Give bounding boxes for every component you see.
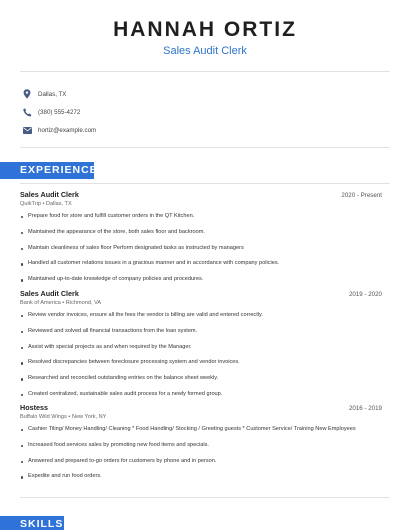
job-bullet: Assist with special projects as and when required by the Manager. <box>20 340 382 356</box>
job-bullet: Prepare food for store and fulfill customer orders in the QT Kitchen. <box>20 209 382 225</box>
job-bullet: Maintained the appearance of the store, both sales floor and backroom. <box>20 225 382 241</box>
job-bullet: Review vendor invoices, ensure all the fees the vendor is billing are valid and entered correctly. <box>20 308 382 324</box>
job-entry <box>20 190 382 288</box>
job-title: Sales Audit Clerk <box>20 190 79 199</box>
experience-divider <box>20 183 390 184</box>
email-icon <box>22 125 32 135</box>
contact-phone-text: (380) 555-4272 <box>38 108 81 116</box>
location-pin-icon <box>22 89 32 99</box>
skills-divider <box>20 497 390 498</box>
experience-heading: EXPERIENCE <box>0 162 94 179</box>
phone-icon <box>22 107 32 117</box>
job-bullet: Maintain cleanliness of sales floor Perform designated tasks as instructed by managers <box>20 241 382 257</box>
job-bullet: Expedite and run food orders. <box>20 469 382 485</box>
job-bullet: Reviewed and solved all financial transactions from the loan system. <box>20 324 382 340</box>
contact-email <box>22 121 410 139</box>
job-entry <box>20 403 382 485</box>
job-title: Hostess <box>20 403 48 412</box>
job-dates: 2016 - 2019 <box>348 405 382 412</box>
job-bullets <box>20 308 382 403</box>
job-bullets <box>20 209 382 288</box>
job-bullet: Created centralized, sustainable sales audit process for a newly formed group. <box>20 387 382 403</box>
job-dates: 2019 - 2020 <box>348 291 382 298</box>
job-bullets <box>20 422 382 485</box>
contact-location-text: Dallas, TX <box>38 90 67 98</box>
job-company: Buffalo Wild Wings • New York, NY <box>20 414 107 420</box>
resume-header <box>0 0 410 58</box>
contact-phone <box>22 103 410 121</box>
job-bullet: Cashier Tiling/ Money Handling/ Cleaning * Food Handling/ Stocking / Greeting guests * Customer Service/ Training New Employees <box>20 422 382 438</box>
contact-email-text: hortiz@example.com <box>38 126 97 134</box>
job-bullet: Resolved discrepancies between foreclosure processing system and vendor invoices. <box>20 355 382 371</box>
candidate-role: Sales Audit Clerk <box>163 45 247 57</box>
job-bullet: Increased food services sales by promoting new food items and specials. <box>20 438 382 454</box>
job-bullet: Researched and reconciled outstanding entries on the balance sheet weekly. <box>20 371 382 387</box>
job-dates: 2020 - Present <box>341 192 382 199</box>
job-title: Sales Audit Clerk <box>20 289 79 298</box>
candidate-name: HANNAH ORTIZ <box>113 18 297 41</box>
job-company: QuikTrip • Dallas, TX <box>20 201 72 207</box>
job-company: Bank of America • Richmond, VA <box>20 300 102 306</box>
contacts-divider <box>20 147 390 148</box>
contact-list <box>0 72 410 147</box>
job-bullet: Handled all customer relations issues in a gracious manner and in accordance with company policies. <box>20 256 382 272</box>
job-bullet: Answered and prepared to-go orders for customers by phone and in person. <box>20 454 382 470</box>
job-bullet: Maintained up-to-date knowledge of company policies and procedures. <box>20 272 382 288</box>
job-entry <box>20 289 382 403</box>
skills-heading: SKILLS <box>0 516 64 530</box>
contact-location <box>22 85 410 103</box>
